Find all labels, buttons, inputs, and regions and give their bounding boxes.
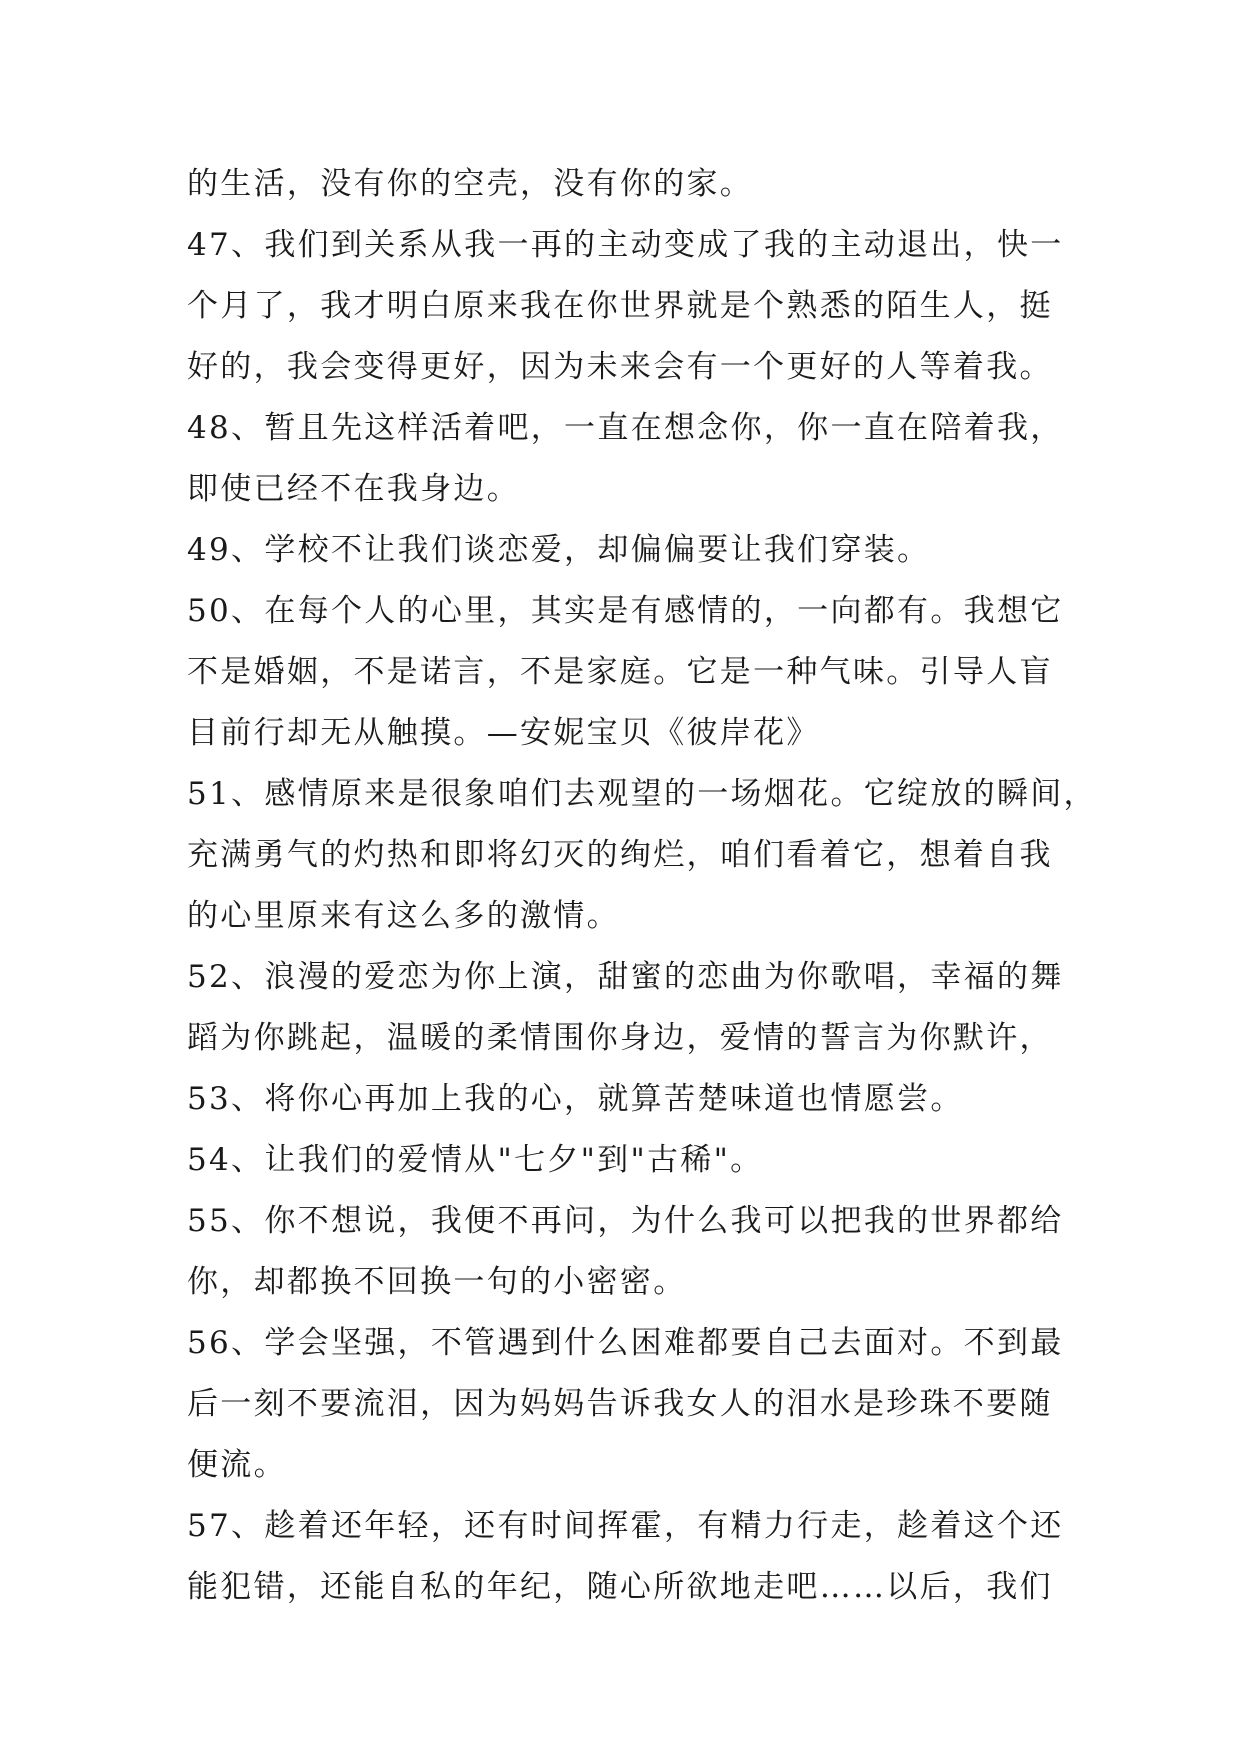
text-line: 充满勇气的灼热和即将幻灭的绚烂，咱们看着它，想着自我	[187, 837, 1053, 873]
text-line: 50、在每个人的心里，其实是有感情的，一向都有。我想它	[187, 593, 1064, 629]
text-line: 54、让我们的爱情从"七夕"到"古稀"。	[187, 1142, 764, 1178]
text-line: 目前行却无从触摸。—安妮宝贝《彼岸花》	[187, 715, 820, 751]
text-line: 好的，我会变得更好，因为未来会有一个更好的人等着我。	[187, 349, 1053, 385]
text-line: 个月了，我才明白原来我在你世界就是个熟悉的陌生人，挺	[187, 288, 1053, 324]
text-line: 57、趁着还年轻，还有时间挥霍，有精力行走，趁着这个还	[187, 1508, 1064, 1544]
text-line: 不是婚姻，不是诺言，不是家庭。它是一种气味。引导人盲	[187, 654, 1053, 690]
text-line: 52、浪漫的爱恋为你上演，甜蜜的恋曲为你歌唱，幸福的舞	[187, 959, 1064, 995]
text-line: 即使已经不在我身边。	[187, 471, 520, 507]
text-line: 48、暂且先这样活着吧，一直在想念你，你一直在陪着我，	[187, 410, 1064, 446]
text-line: 便流。	[187, 1447, 287, 1483]
text-line: 的心里原来有这么多的激情。	[187, 898, 620, 934]
text-line: 49、学校不让我们谈恋爱，却偏偏要让我们穿装。	[187, 532, 931, 568]
text-line: 47、我们到关系从我一再的主动变成了我的主动退出，快一	[187, 227, 1064, 263]
text-line: 后一刻不要流泪，因为妈妈告诉我女人的泪水是珍珠不要随	[187, 1386, 1053, 1422]
text-line: 的生活，没有你的空壳，没有你的家。	[187, 166, 754, 202]
text-line: 你，却都换不回换一句的小密密。	[187, 1264, 687, 1300]
text-line: 能犯错，还能自私的年纪，随心所欲地走吧……以后，我们	[187, 1569, 1053, 1605]
text-line: 55、你不想说，我便不再问，为什么我可以把我的世界都给	[187, 1203, 1064, 1239]
body-text	[187, 154, 1097, 1618]
text-line: 56、学会坚强，不管遇到什么困难都要自己去面对。不到最	[187, 1325, 1064, 1361]
text-line: 蹈为你跳起，温暖的柔情围你身边，爱情的誓言为你默许，	[187, 1020, 1053, 1056]
text-line: 51、感情原来是很象咱们去观望的一场烟花。它绽放的瞬间，	[187, 776, 1097, 812]
text-line: 53、将你心再加上我的心，就算苦楚味道也情愿尝。	[187, 1081, 964, 1117]
